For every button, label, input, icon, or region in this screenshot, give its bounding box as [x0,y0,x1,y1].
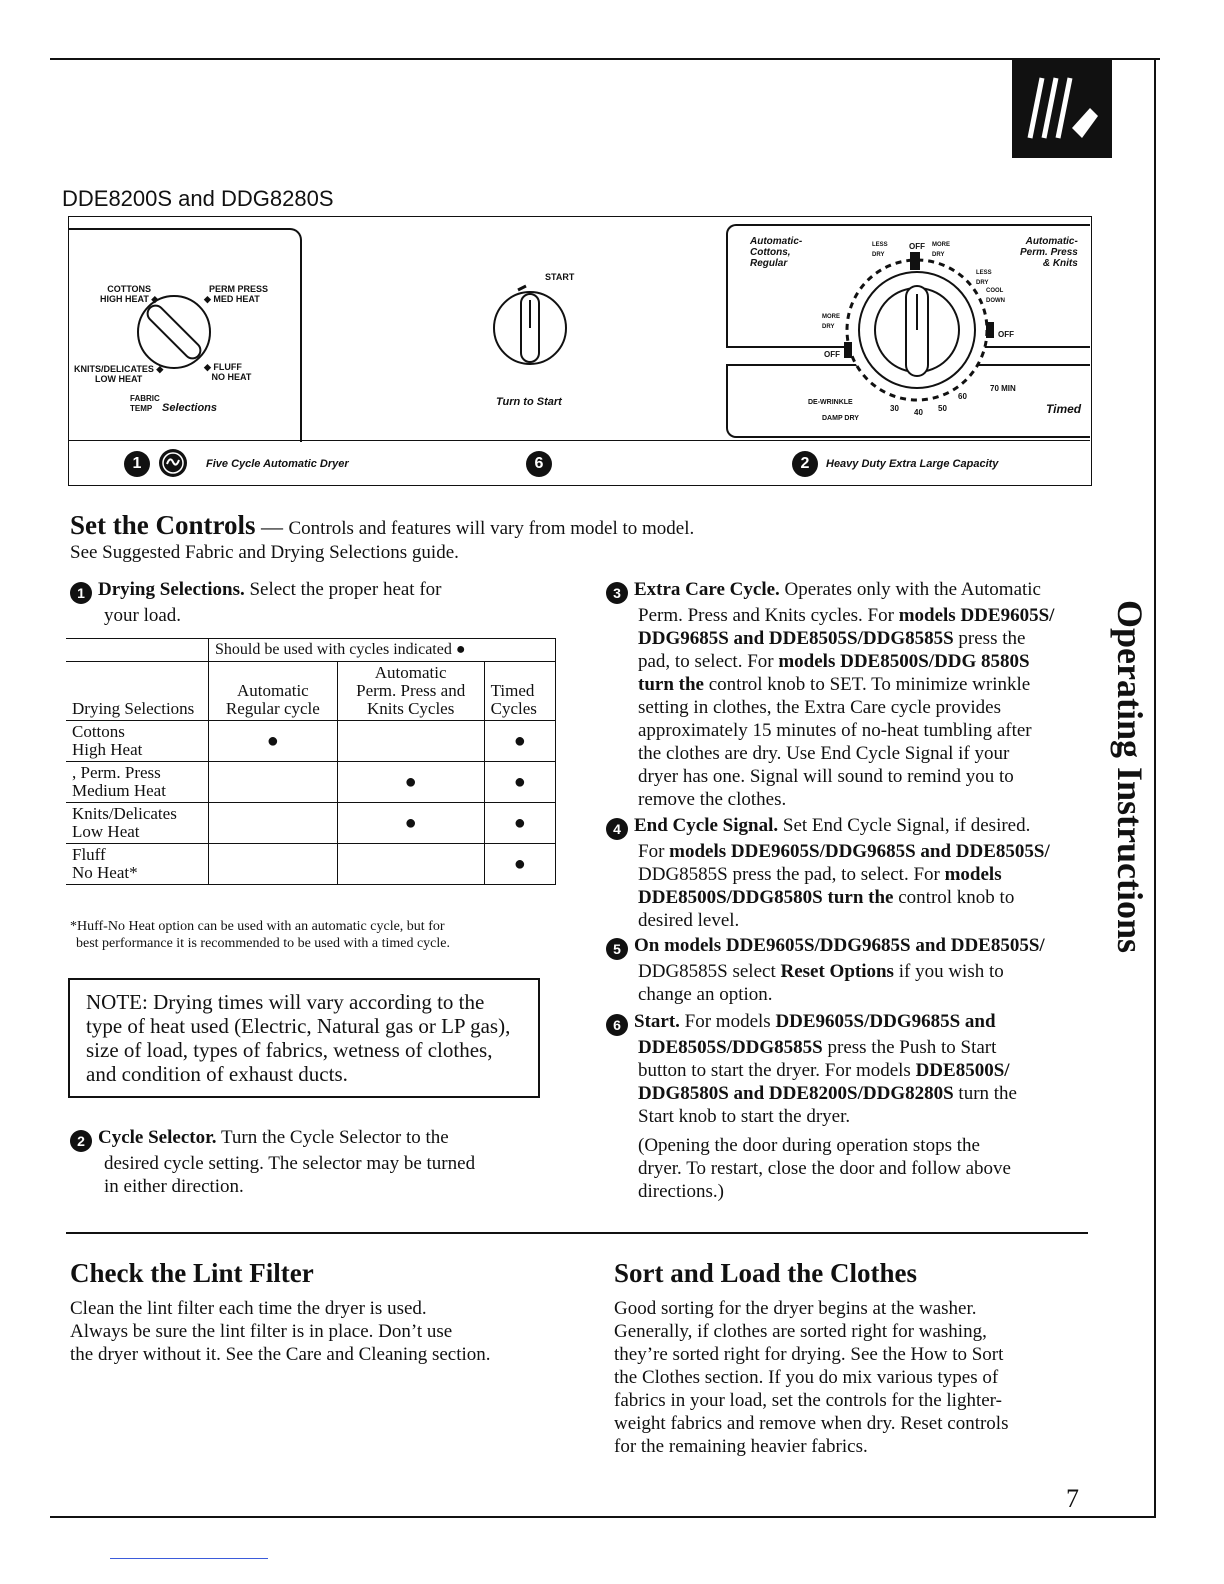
cool-down-label: COOL DOWN [986,288,1005,304]
off-top-label: OFF [909,242,925,251]
more-dry-left-label: MORE DRY [822,314,840,330]
cycle-selector-knob-icon[interactable] [840,246,994,410]
time-30-label: 30 [890,404,899,413]
70-min-label: 70 MIN [990,384,1016,393]
start-label: START [545,272,575,282]
sort-load-section: Sort and Load the Clothes Good sorting for the dryer begins at the washer. Generally, if clothes are sorted right for washing, they’re sorted right for drying. See the How to Sort the Clothes section. If you do mix various types of fabrics in your load, set the controls for the lighter- weight fabrics and remove when dry. Reset controls for the remaining heavier fabrics. [614,1258,1094,1458]
less-dry-top-label: LESS DRY [872,242,888,258]
lint-filter-section: Check the Lint Filter Clean the lint filter each time the dryer is used. Always be sure the lint filter is in place. Don’t use the dryer without it. See the Care and Cleaning section. [70,1258,560,1366]
start-item: 6 Start. For models DDE9605S/DDG9685S and DDE8505S/DDG8585S press the Push to Start button to start the dryer. For models DDE8500S/ DDG8580S and DDE8200S/DDG8280S turn the Start knob to start the dryer. (Opening the door during operation stops the dryer. To restart, close the door and follow above directions.) [606,1010,1096,1203]
end-cycle-item: 4 End Cycle Signal. Set End Cycle Signal, if desired. For models DDE9605S/DDG9685S and DDE8505S/ DDG8585S press the pad, to select. For models DDE8500S/DDG8580S turn the control knob to desired level. [606,814,1096,932]
time-60-label: 60 [958,392,967,401]
top-rule [50,58,1160,60]
table-col-drying: Drying Selections [66,662,209,721]
set-controls-heading: Set the Controls — Controls and features will vary from model to model. See Suggested Fabric and Drying Selections guide. [70,510,695,563]
panel-badge-6: 6 [526,451,558,477]
fabric-cottons-label: COTTONS HIGH HEAT ◆ [100,284,159,304]
page-number: 7 [1066,1484,1079,1513]
lint-filter-heading: Check the Lint Filter [70,1258,314,1288]
model-title: DDE8200S and DDG8280S [62,186,334,211]
table-row: Cottons High Heat ● ● [66,721,556,762]
ge-logo-icon [158,448,188,478]
table-row: , Perm. Press Medium Heat ● ● [66,762,556,803]
fabric-fluff-label: ◆ FLUFF NO HEAT [204,362,252,382]
cycle-selector-item: 2 Cycle Selector. Turn the Cycle Selector to the desired cycle setting. The selector may be turned in either direction. [70,1126,550,1198]
panel-badge-1: 1 [124,451,156,477]
table-header-span: Should be used with cycles indicated ● [209,639,556,662]
off-left-label: OFF [824,350,840,359]
bottom-blue-rule [110,1558,268,1559]
section-divider [66,1232,1088,1234]
fabric-perm-label: PERM PRESS ◆ MED HEAT [204,284,269,304]
table-row: Knits/Delicates Low Heat ● ● [66,803,556,844]
drying-selections-item: 1 Drying Selections. Select the proper heat for your load. [70,578,550,627]
auto-cottons-label: Automatic- Cottons, Regular [750,236,803,269]
table-col-regular: Automatic Regular cycle [209,662,338,721]
extra-care-item: 3 Extra Care Cycle. Operates only with the Automatic Perm. Press and Knits cycles. For models DDE9605S/ DDG9685S and DDE8505S/DDG8585S press the pad, to select. For models DDE8500S/DDG 8580S turn the control knob to SET. To minimize wrinkle setting in clothes, the Extra Care cycle provides approximately 15 minutes of no-heat tumbling after the clothes are dry. Use End Cycle Signal if your dryer has one. Signal will sound to remind you to remove the clothes. [606,578,1096,811]
off-right-label: OFF [998,330,1014,339]
reset-options-item: 5 On models DDE9605S/DDG9685S and DDE8505S/ DDG8585S select Reset Options if you wish to change an option. [606,934,1096,1006]
right-vertical-rule [1154,58,1156,1518]
table-row: Fluff No Heat* ● [66,844,556,885]
bottom-rule [50,1516,1156,1518]
brand-caption: Five Cycle Automatic Dryer [206,458,349,470]
table-footnote: *Huff-No Heat option can be used with an automatic cycle, but for best performance it is recommended to be used with a timed cycle. [70,919,450,951]
sidebar-title: Operating Instructions [1110,600,1150,954]
sort-load-heading: Sort and Load the Clothes [614,1258,918,1288]
more-dry-top-label: MORE DRY [932,242,950,258]
damp-dry-label: DAMP DRY [822,415,859,422]
time-40-label: 40 [914,408,923,417]
table-col-timed: Timed Cycles [484,662,555,721]
timed-label: Timed [1046,402,1082,416]
turn-to-start-label: Turn to Start [496,396,562,408]
capacity-caption: Heavy Duty Extra Large Capacity [826,458,999,470]
start-knob-icon[interactable] [490,284,570,366]
corner-logo-icon [1012,58,1112,158]
panel-badge-2: 2 [792,451,824,477]
time-50-label: 50 [938,404,947,413]
fabric-knits-label: KNITS/DELICATES ◆ LOW HEAT [74,364,164,384]
fabric-selections-label: FABRIC TEMP Selections [130,394,218,414]
fabric-selection-table [66,638,556,885]
less-dry-right-label: LESS DRY [976,270,992,286]
table-col-perm: Automatic Perm. Press and Knits Cycles [337,662,484,721]
fabric-temp-knob-icon[interactable] [134,292,214,372]
auto-perm-label: Automatic- Perm. Press & Knits [1020,236,1078,269]
de-wrinkle-label: DE-WRINKLE [808,399,853,406]
note-box: NOTE: Drying times will vary according to the type of heat used (Electric, Natural gas or LP gas), size of load, types of fabrics, wetness of clothes, and condition of exhaust ducts. [68,978,540,1098]
